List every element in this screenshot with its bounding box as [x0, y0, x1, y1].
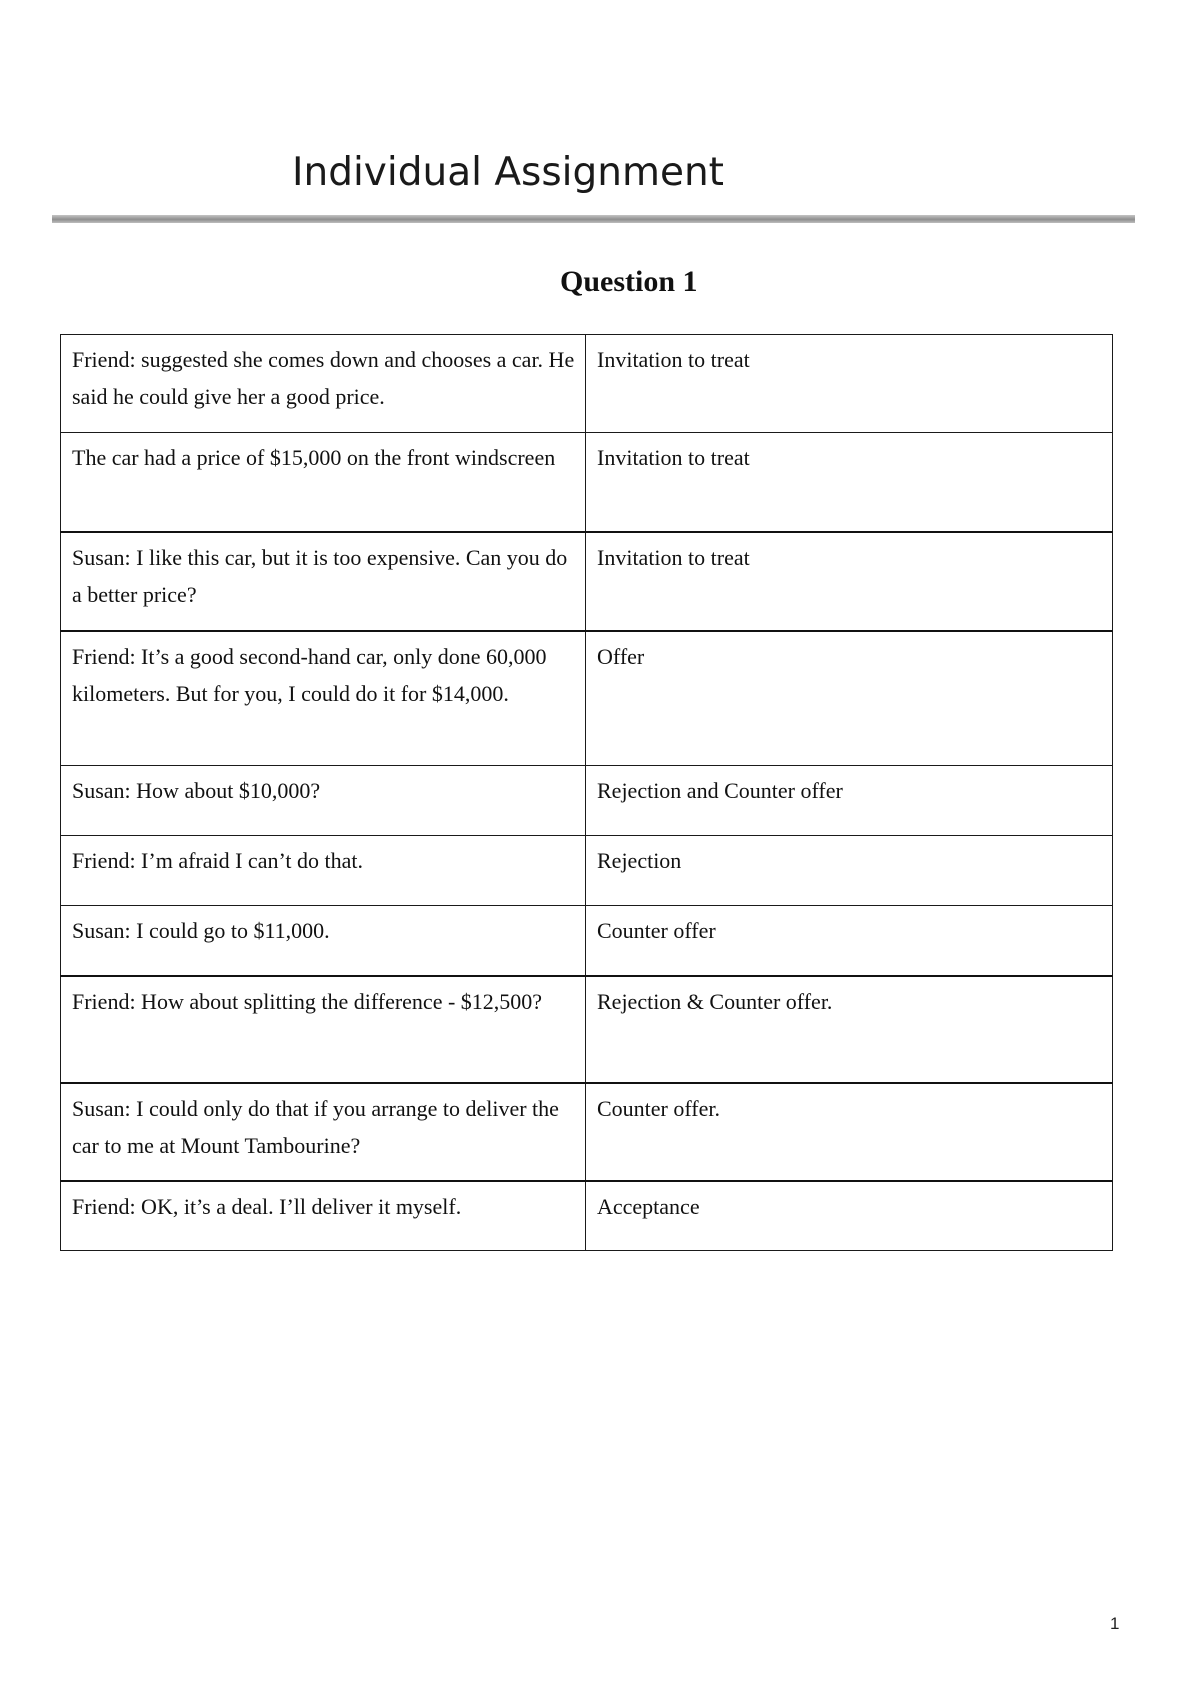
table-row [61, 631, 1113, 766]
question-heading: Question 1 [560, 265, 698, 298]
statement-cell: The car had a price of $15,000 on the front windscreen [61, 433, 586, 532]
table-row [61, 766, 1113, 836]
statement-cell: Susan: I like this car, but it is too expensive. Can you do a better price? [61, 532, 586, 631]
classification-cell: Rejection and Counter offer [586, 766, 1113, 836]
document-title: Individual Assignment [292, 150, 724, 195]
classification-cell: Rejection & Counter offer. [586, 976, 1113, 1083]
page-number: 1 [1110, 1614, 1120, 1633]
statement-cell: Friend: It’s a good second-hand car, only done 60,000 kilometers. But for you, I could do it for $14,000. [61, 631, 586, 766]
table-row [61, 1083, 1113, 1181]
statement-cell: Friend: OK, it’s a deal. I’ll deliver it myself. [61, 1181, 586, 1251]
classification-cell: Counter offer [586, 906, 1113, 976]
classification-cell: Invitation to treat [586, 532, 1113, 631]
statement-cell: Friend: I’m afraid I can’t do that. [61, 836, 586, 906]
table-row [61, 976, 1113, 1083]
table-row [61, 532, 1113, 631]
classification-cell: Invitation to treat [586, 433, 1113, 532]
table-row [61, 335, 1113, 433]
table-row [61, 433, 1113, 532]
statement-cell: Susan: I could go to $11,000. [61, 906, 586, 976]
table-row [61, 906, 1113, 976]
classification-cell: Acceptance [586, 1181, 1113, 1251]
table-row [61, 836, 1113, 906]
statement-cell: Friend: suggested she comes down and chooses a car. He said he could give her a good price. [61, 335, 586, 433]
table-row [61, 1181, 1113, 1251]
classification-cell: Counter offer. [586, 1083, 1113, 1181]
statement-cell: Susan: How about $10,000? [61, 766, 586, 836]
title-underline-rule [52, 215, 1135, 223]
classification-cell: Rejection [586, 836, 1113, 906]
offer-acceptance-table [60, 334, 1113, 1251]
classification-cell: Offer [586, 631, 1113, 766]
classification-cell: Invitation to treat [586, 335, 1113, 433]
statement-cell: Friend: How about splitting the difference - $12,500? [61, 976, 586, 1083]
statement-cell: Susan: I could only do that if you arrange to deliver the car to me at Mount Tambourine? [61, 1083, 586, 1181]
